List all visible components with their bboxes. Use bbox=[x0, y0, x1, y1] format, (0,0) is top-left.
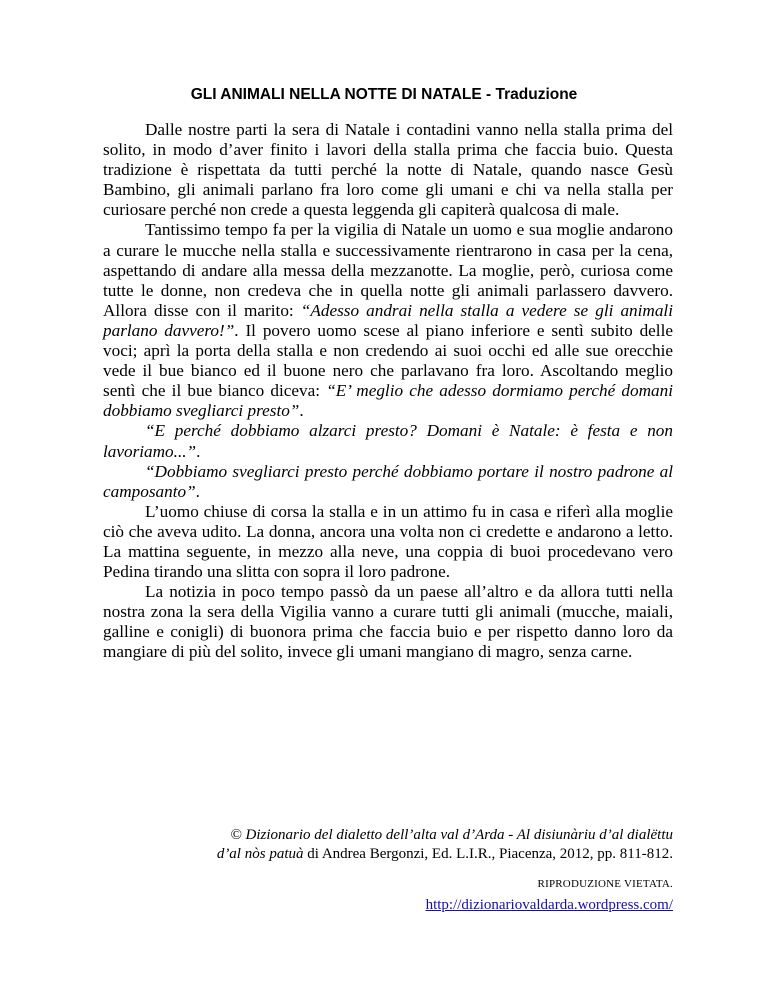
credit-line1: © Dizionario del dialetto dell’alta val d’Arda - Al disiunàriu d’al dialëttu bbox=[230, 827, 673, 843]
document-title: GLI ANIMALI NELLA NOTTE DI NATALE - Traduzione bbox=[190, 86, 578, 103]
quoted-speech: “Dobbiamo svegliarci presto perché dobbiamo portare il nostro padrone al camposanto” bbox=[103, 461, 673, 501]
quoted-speech: “E perché dobbiamo alzarci presto? Domani è Natale: è festa e non lavoriamo...” bbox=[103, 421, 673, 461]
paragraph-text: . bbox=[196, 441, 201, 461]
quoted-speech: “Adesso andrai nella stalla a vedere se gli animali parlano davvero!” bbox=[103, 300, 673, 340]
credit-line2: di Andrea Bergonzi, Ed. L.I.R., Piacenza, 2012, pp. 811-812. bbox=[303, 846, 673, 862]
paragraph bbox=[103, 421, 673, 461]
paragraph bbox=[103, 582, 673, 662]
paragraph bbox=[103, 220, 673, 421]
paragraph bbox=[103, 502, 673, 582]
paragraph-text: . bbox=[195, 481, 200, 501]
paragraph-text: La notizia in poco tempo passò da un paese all’altro e da allora tutti nella nostra zona la sera della Vigilia vanno a curare tutti gli animali (mucche, maiali, galline e conigli) di buonora prima che faccia buio e per rispetto danno loro da mangiare di più del solito, invece gli umani mangiano di magro, senza carne. bbox=[103, 582, 673, 662]
paragraph-text: . bbox=[299, 401, 304, 421]
paragraph bbox=[103, 120, 673, 220]
document-body bbox=[103, 120, 673, 663]
paragraph-text: Dalle nostre parti la sera di Natale i contadini vanno nella stalla prima del solito, in modo d’aver finito i lavori della stalla prima che faccia buio. Questa tradizione è rispettata da tutti perché la notte di Natale, quando nasce Gesù Bambino, gli animali parlano fra loro come gli umani e chi va nella stalla per curiosare perché non crede a questa leggenda gli capiterà qualcosa di male. bbox=[103, 120, 673, 220]
paragraph-text: L’uomo chiuse di corsa la stalla e in un attimo fu in casa e riferì alla moglie ciò che aveva udito. La donna, ancora una volta non ci credette e andarono a letto. La mattina seguente, in mezzo alla neve, una coppia di buoi procedevano vero Pedina tirando una slitta con sopra il loro padrone. bbox=[103, 501, 673, 582]
quoted-speech: “E’ meglio che adesso dormiamo perché domani dobbiamo svegliarci presto” bbox=[103, 381, 673, 421]
credit-book-title: d’al nòs patuà bbox=[216, 846, 304, 862]
website-link[interactable]: http://dizionariovaldarda.wordpress.com/ bbox=[425, 897, 673, 913]
paragraph-text: Tantissimo tempo fa per la vigilia di Natale un uomo e sua moglie andarono a curare le mucche nella stalla e successivamente rientrarono in casa per la cena, aspettando di andare alla messa della mezzanotte. La moglie, però, curiosa come tutte le donne, non credeva che in quella notte gli animali parlassero davvero. Allora disse con il marito: bbox=[103, 220, 673, 320]
website-link-container bbox=[103, 897, 673, 914]
reproduction-notice: RIPRODUZIONE VIETATA. bbox=[537, 878, 673, 890]
credit-note bbox=[103, 826, 673, 864]
paragraph bbox=[103, 462, 673, 502]
paragraph-text: . Il povero uomo scese al piano inferiore e sentì subito delle voci; aprì la porta della stalla e non credendo ai suoi occhi ed alle sue orecchie vede il bue bianco ed il buone nero che parlavano fra loro. Ascoltando meglio sentì che il bue bianco diceva: bbox=[103, 320, 673, 401]
